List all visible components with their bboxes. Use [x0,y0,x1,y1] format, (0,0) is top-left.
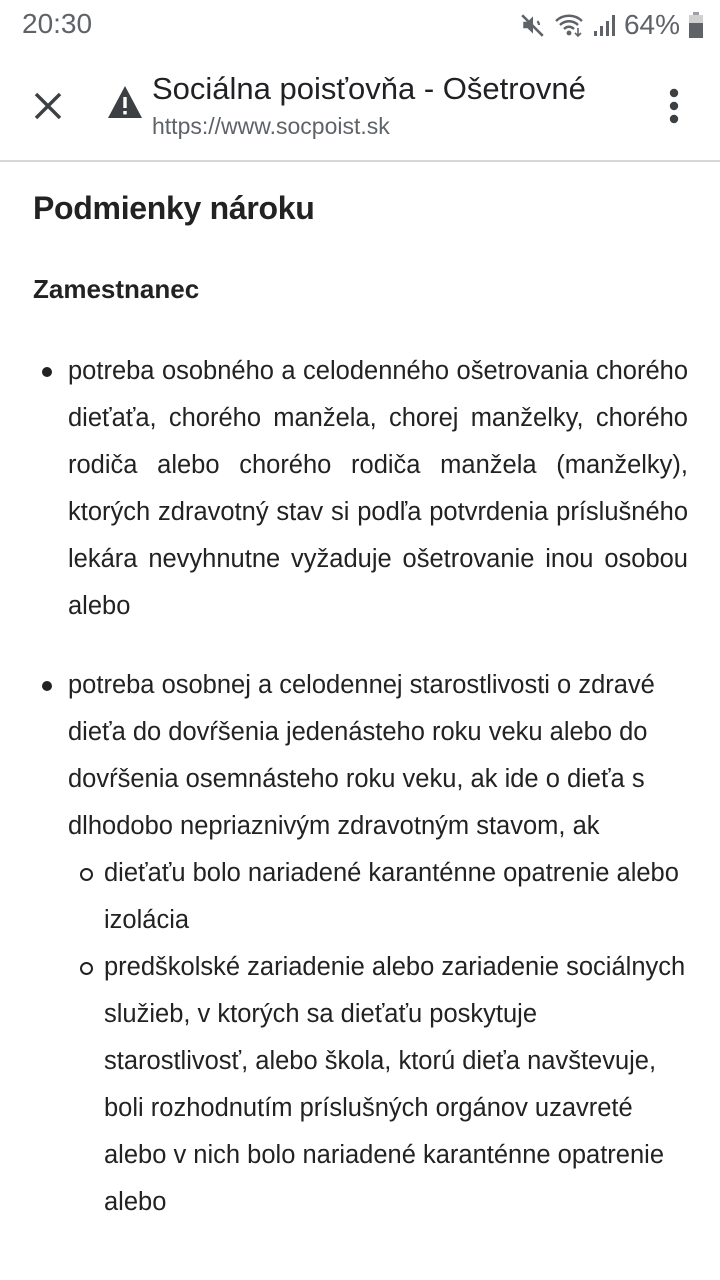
list-item [0,662,720,1226]
battery-icon [688,11,704,39]
sub-list-item [68,944,688,1226]
browser-toolbar [0,50,720,162]
sub-list-item-text: predškolské zariadenie alebo zariadenie sociálnych služieb, v ktorých sa dieťaťu poskytuje starostlivosť, alebo škola, ktorú dieťa navštevuje, boli rozhodnutím príslušných orgánov uzavreté alebo v nich bolo nariadené karanténne opatrenie alebo [104,953,686,1216]
list-item [0,348,720,630]
bullet-disc [42,367,52,377]
more-vert-icon [668,88,680,124]
bullet-circle [80,868,93,881]
title-block[interactable] [152,70,632,142]
status-time: 20:30 [22,8,93,39]
mute-icon [520,12,546,38]
more-options-button[interactable] [650,80,698,132]
warning-icon[interactable] [106,84,144,120]
section-subheading: Zamestnanec [33,274,200,304]
section-heading: Podmienky nároku [33,190,315,226]
sub-list-item-text: dieťaťu bolo nariadené karanténne opatrenie alebo izolácia [104,859,679,934]
conditions-list [0,348,720,1226]
battery-level: 64% [623,9,680,40]
page-url: https://www.socpoist.sk [152,113,390,139]
status-bar [0,0,720,50]
sub-list-item [68,850,688,944]
signal-icon [592,12,616,38]
page-title: Sociálna poisťovňa - Ošetrovné [152,71,586,106]
close-icon [32,90,64,122]
status-icons [520,8,704,42]
list-item-text: potreba osobnej a celodennej starostlivosti o zdravé dieťa do dovŕšenia jedenásteho roku veku alebo do dovŕšenia osemnásteho roku veku, ak ide o dieťa s dlhodobo nepriaznivým zdravotným stavom, ak [68,671,655,840]
sub-list [68,850,688,1226]
close-button[interactable] [22,80,74,132]
wifi-icon [554,12,584,38]
bullet-disc [42,681,52,691]
bullet-circle [80,962,93,975]
list-item-text: potreba osobného a celodenného ošetrovania chorého dieťaťa, chorého manžela, chorej manželky, chorého rodiča alebo chorého rodiča manžela (manželky), ktorých zdravotný stav si podľa potvrdenia príslušného lekára nevyhnutne vyžaduje ošetrovanie inou osobou alebo [68,357,688,620]
